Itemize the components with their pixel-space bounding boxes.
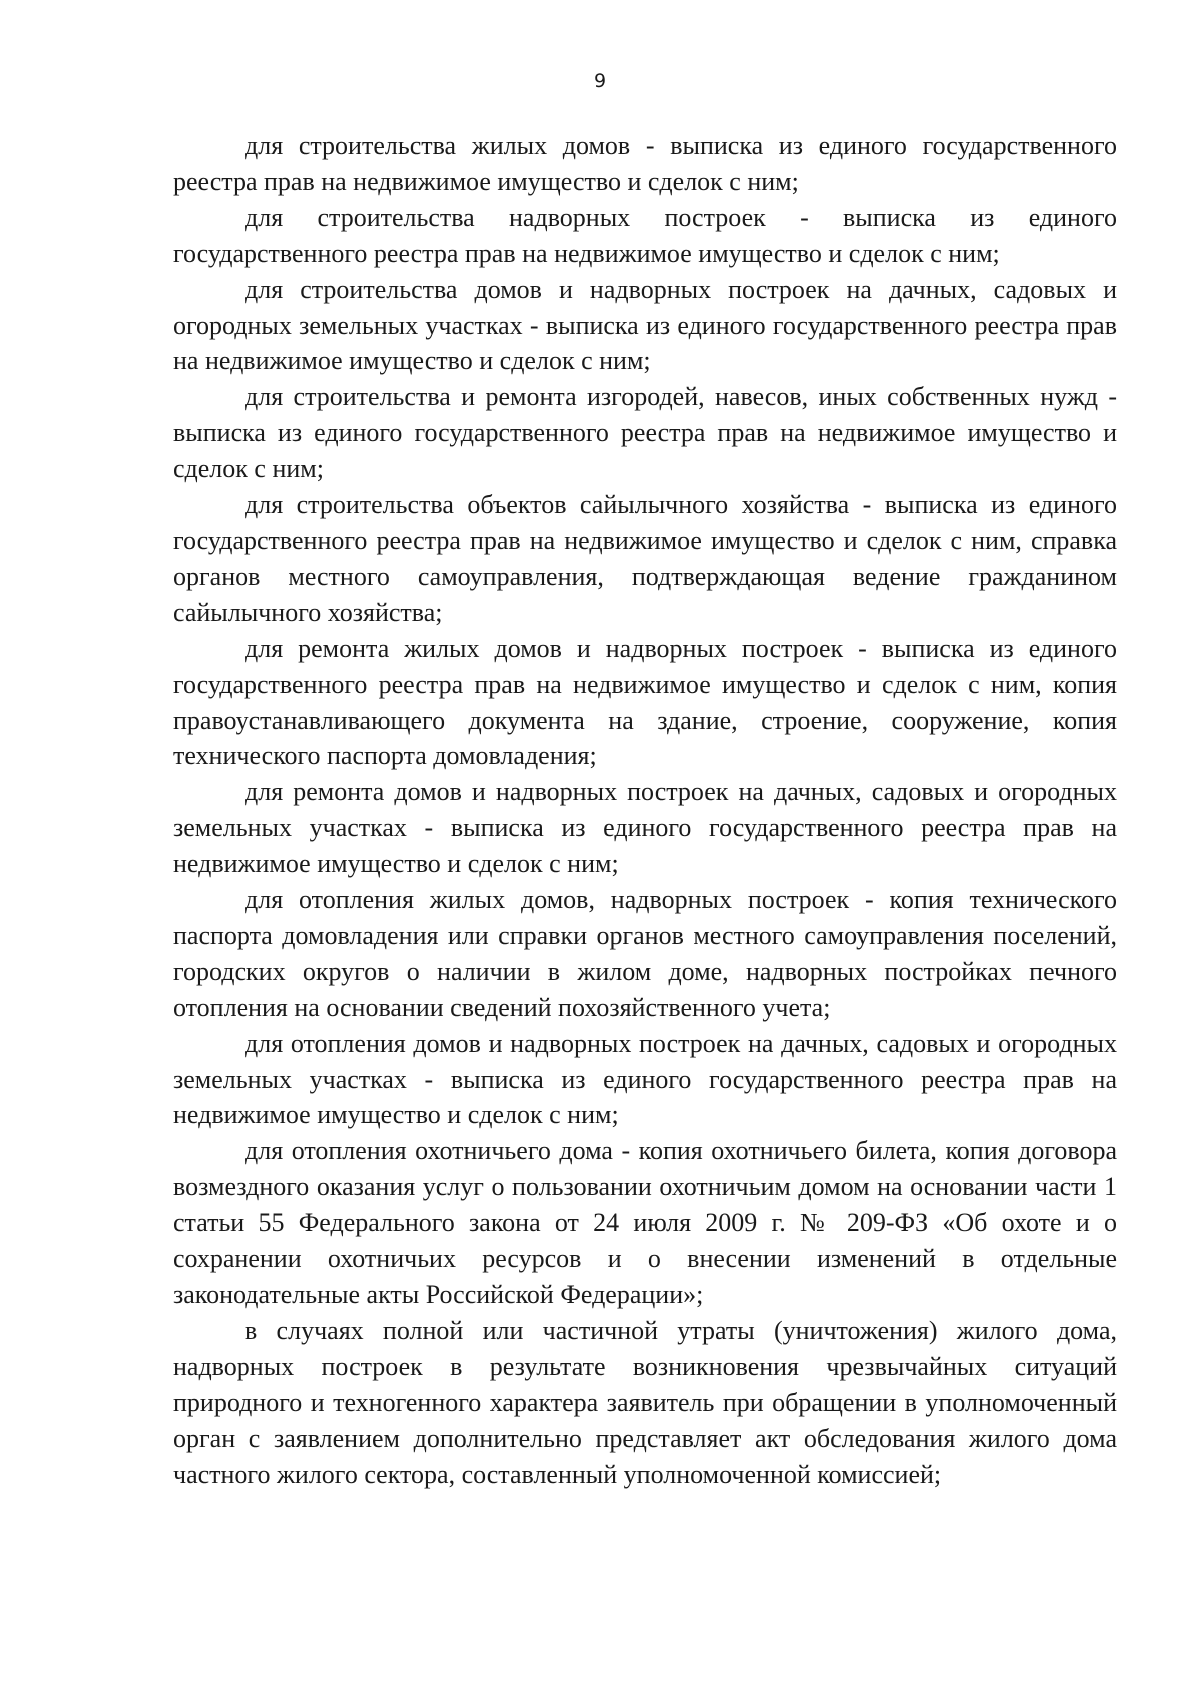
paragraph: для строительства надворных построек - выписка из единого государственного реестра прав на недвижимое имущество и сделок с ним; — [173, 202, 1117, 268]
paragraph: для отопления домов и надворных построек на дачных, садовых и огородных земельных участках - выписка из единого государственного реестра прав на недвижимое имущество и сделок с ним; — [173, 1028, 1117, 1130]
document-body — [173, 128, 1117, 1492]
paragraph: для строительства объектов сайылычного хозяйства - выписка из единого государственного реестра прав на недвижимое имущество и сделок с ним, справка органов местного самоуправления, подтверждающая ведение гражданином сайылычного хозяйства; — [173, 490, 1117, 627]
page-number: 9 — [593, 70, 607, 92]
paragraph: в случаях полной или частичной утраты (уничтожения) жилого дома, надворных построек в результате возникновения чрезвычайных ситуаций природного и техногенного характера заявитель при обращении в уполномоченный орган с заявлением дополнительно представляет акт обследования жилого дома частного жилого сектора, составленный уполномоченной комиссией; — [173, 1315, 1117, 1489]
paragraph: для отопления охотничьего дома - копия охотничьего билета, копия договора возмездного оказания услуг о пользовании охотничьим домом на основании части 1 статьи 55 Федерального закона от 24 июля 2009 г. № 209-ФЗ «Об охоте и о сохранении охотничьих ресурсов и о внесении изменений в отдельные законодательные акты Российской Федерации»; — [173, 1136, 1117, 1309]
paragraph: для ремонта жилых домов и надворных построек - выписка из единого государственного реестра прав на недвижимое имущество и сделок с ним, копия правоустанавливающего документа на здание, строение, сооружение, копия технического паспорта домовладения; — [173, 633, 1117, 771]
paragraph: для строительства жилых домов - выписка из единого государственного реестра прав на недвижимое имущество и сделок с ним; — [173, 131, 1117, 196]
paragraph: для отопления жилых домов, надворных построек - копия технического паспорта домовладения или справки органов местного самоуправления поселений, городских округов о наличии в жилом доме, надворных постройках печного отопления на основании сведений похозяйственного учета; — [173, 885, 1117, 1022]
paragraph: для ремонта домов и надворных построек на дачных, садовых и огородных земельных участках - выписка из единого государственного реестра прав на недвижимое имущество и сделок с ним; — [173, 777, 1117, 879]
paragraph: для строительства домов и надворных построек на дачных, садовых и огородных земельных участках - выписка из единого государственного реестра прав на недвижимое имущество и сделок с ним; — [173, 274, 1117, 376]
paragraph: для строительства и ремонта изгородей, навесов, иных собственных нужд - выписка из единого государственного реестра прав на недвижимое имущество и сделок с ним; — [173, 382, 1117, 484]
